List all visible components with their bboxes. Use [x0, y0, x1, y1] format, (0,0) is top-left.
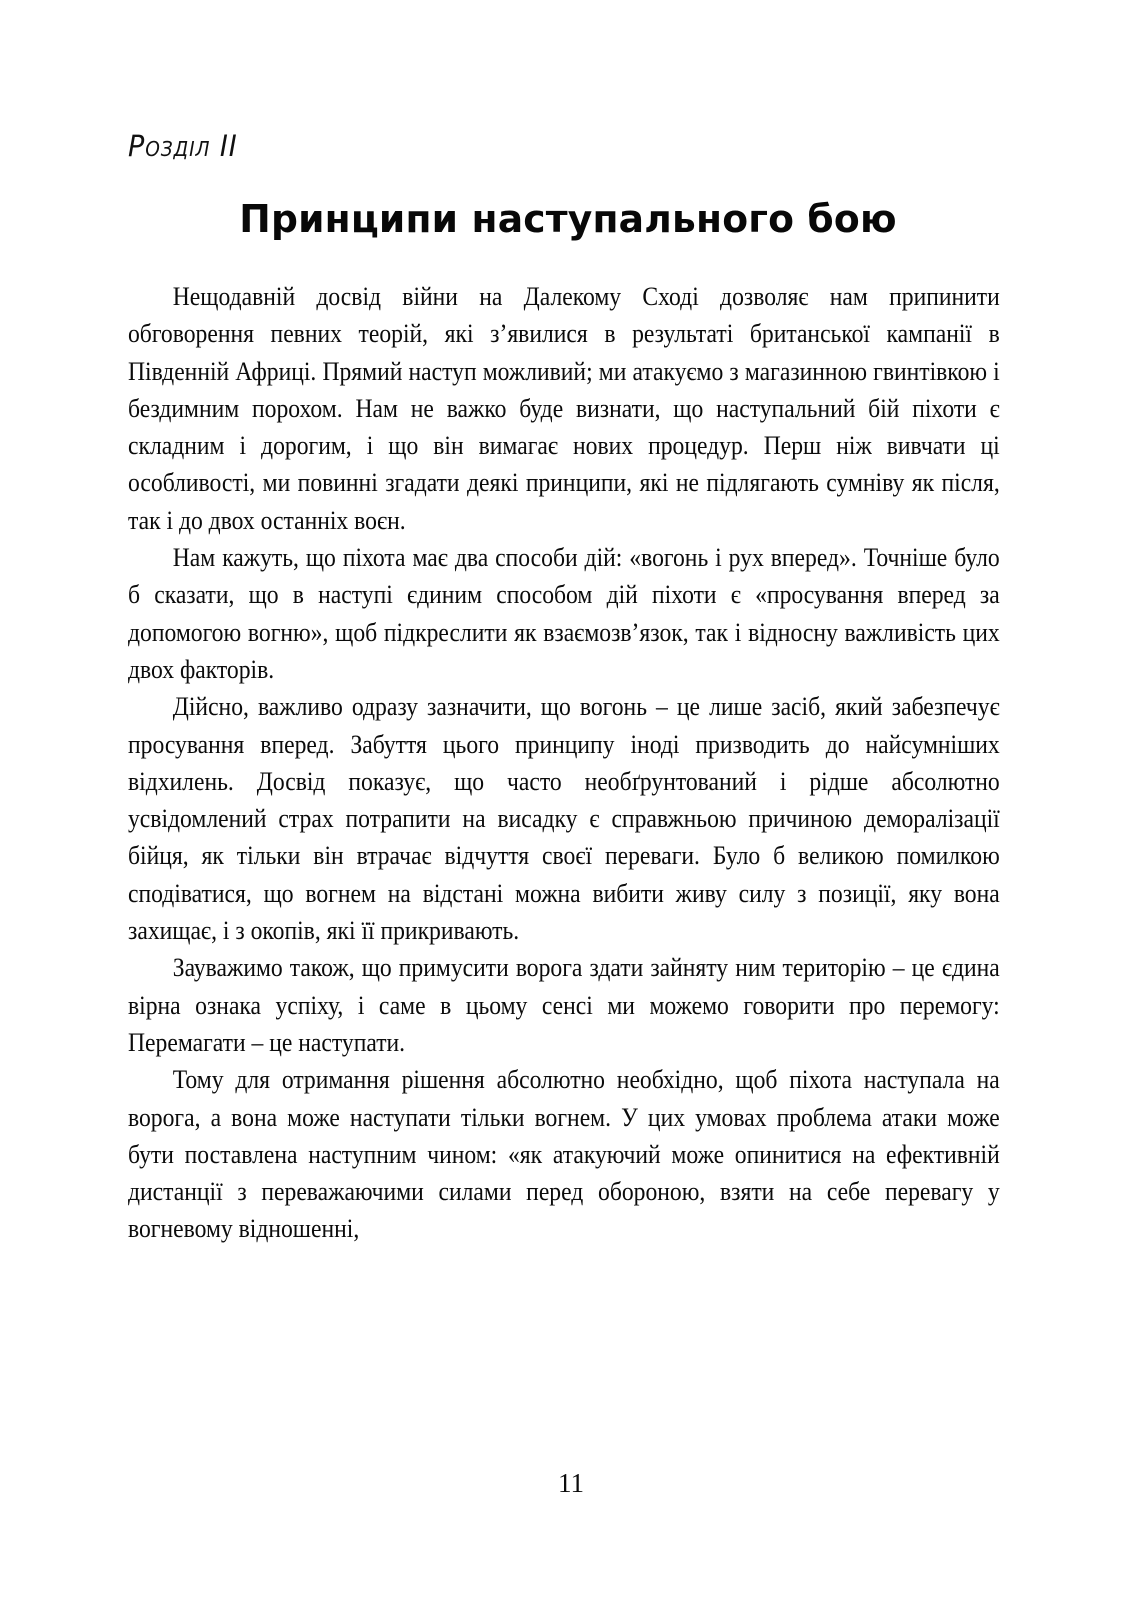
paragraph [128, 1061, 1000, 1247]
body-text [128, 278, 1000, 1248]
paragraph-text: Нещодавній досвід війни на Далекому Сході дозволяє нам припинити обговорення певних теорій, які з’явилися в результаті британської кампанії в Південній Африці. Прямий наступ можливий; ми атакуємо з магазинною гвинтівкою і бездимним порохом. Нам не важко буде визнати, що наступальний бій піхоти є складним і дорогим, і що він вимагає нових процедур. Перш ніж вивчати ці особливості, ми повинні згадати деякі принципи, які не підлягають сумніву як після, так і до двох останніх воєн. [128, 281, 1000, 535]
page-title: Принципи наступального бою [239, 197, 897, 242]
paragraph-text: Дійсно, важливо одразу зазначити, що вогонь – це лише засіб, який забезпечує просування вперед. Забуття цього принципу іноді призводить до найсумніших відхилень. Досвід показує, що часто необґрунтований і рідше абсолютно усвідомлений страх потрапити на висадку є справжньою причиною деморалізації бійця, як тільки він втрачає відчуття своєї переваги. Було б великою помилкою сподіватися, що вогнем на відстані можна вибити живу силу з позиції, яку вона захищає, і з окопів, які її прикривають. [128, 691, 1000, 946]
page-number: 11 [558, 1468, 584, 1498]
paragraph [128, 539, 1000, 688]
paragraph-text: Зауважимо також, що примусити ворога здати зайняту ним територію – це єдина вірна ознака успіху, і саме в цьому сенсі ми можемо говорити про перемогу: Перемагати – це наступати. [128, 952, 1000, 1057]
chapter-label: Розділ II [128, 129, 238, 163]
paragraph-text: Нам кажуть, що піхота має два способи дій: «вогонь і рух вперед». Точніше було б сказати, що в наступі єдиним способом дій піхоти є «просування вперед за допомогою вогню», щоб підкреслити як взаємозв’язок, так і відносну важливість цих двох факторів. [128, 542, 1000, 684]
paragraph [128, 278, 1000, 539]
paragraph [128, 949, 1000, 1061]
paragraph-text: Тому для отримання рішення абсолютно необхідно, щоб піхота наступала на ворога, а вона може наступати тільки вогнем. У цих умовах проблема атаки може бути поставлена наступним чином: «як атакуючий може опинитися на ефективній дистанції з переважаючими силами перед обороною, взяти на себе перевагу у вогневому відношенні, [128, 1064, 1000, 1244]
paragraph [128, 688, 1000, 949]
